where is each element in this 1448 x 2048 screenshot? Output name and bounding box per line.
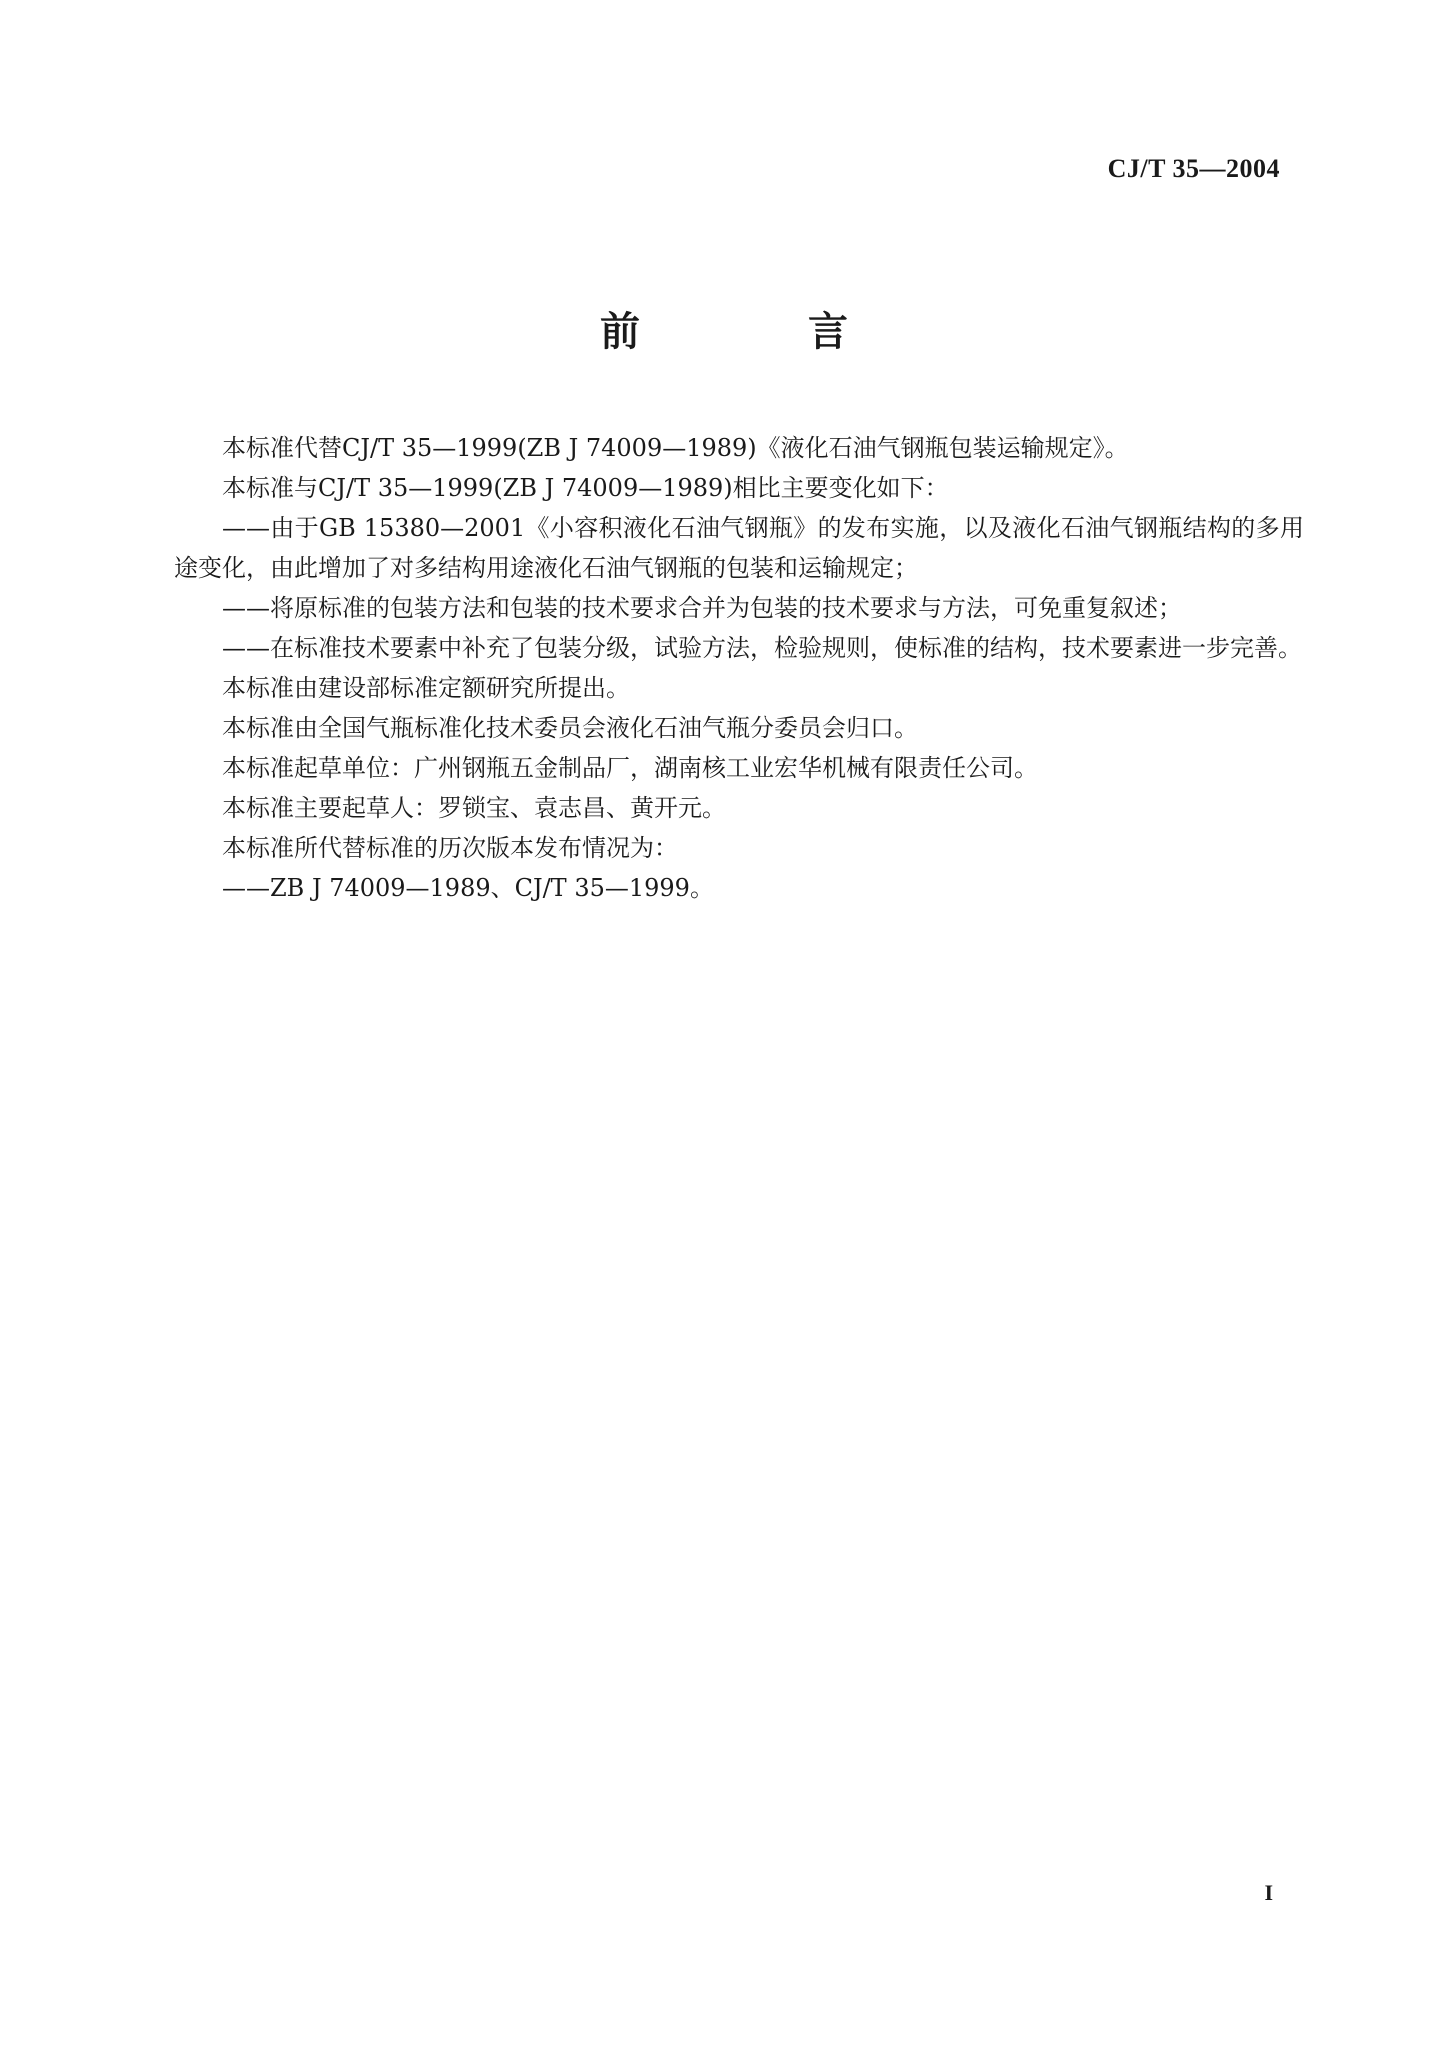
paragraph-history-item: ——ZB J 74009—1989、CJ/T 35—1999。 (222, 874, 714, 902)
foreword-body (174, 428, 1304, 908)
paragraph-history-intro: 本标准所代替标准的历次版本发布情况为： (222, 834, 678, 862)
page-title: 前 言 (600, 308, 912, 355)
document-code: CJ/T 35—2004 (1107, 154, 1280, 183)
paragraph-changes-intro: 本标准与CJ/T 35—1999(ZB J 74009—1989)相比主要变化如下： (222, 474, 949, 502)
paragraph-proposed-by: 本标准由建设部标准定额研究所提出。 (222, 674, 630, 702)
paragraph-drafting-units: 本标准起草单位：广州钢瓶五金制品厂，湖南核工业宏华机械有限责任公司。 (222, 754, 1038, 782)
paragraph-drafters: 本标准主要起草人：罗锁宝、袁志昌、黄开元。 (222, 794, 726, 822)
paragraph-change-item-2: ——将原标准的包装方法和包装的技术要求合并为包装的技术要求与方法，可免重复叙述； (222, 594, 1182, 622)
paragraph-replaces: 本标准代替CJ/T 35—1999(ZB J 74009—1989)《液化石油气钢瓶包装运输规定》。 (222, 434, 1129, 462)
paragraph-change-item-3: ——在标准技术要素中补充了包装分级，试验方法，检验规则，使标准的结构，技术要素进一步完善。 (222, 634, 1302, 662)
paragraph-centralized-by: 本标准由全国气瓶标准化技术委员会液化石油气瓶分委员会归口。 (222, 714, 918, 742)
paragraph-change-item-1: ——由于GB 15380—2001《小容积液化石油气钢瓶》的发布实施，以及液化石油气钢瓶结构的多用途变化，由此增加了对多结构用途液化石油气钢瓶的包装和运输规定； (174, 514, 1304, 582)
page-number: I (1264, 1880, 1273, 1905)
